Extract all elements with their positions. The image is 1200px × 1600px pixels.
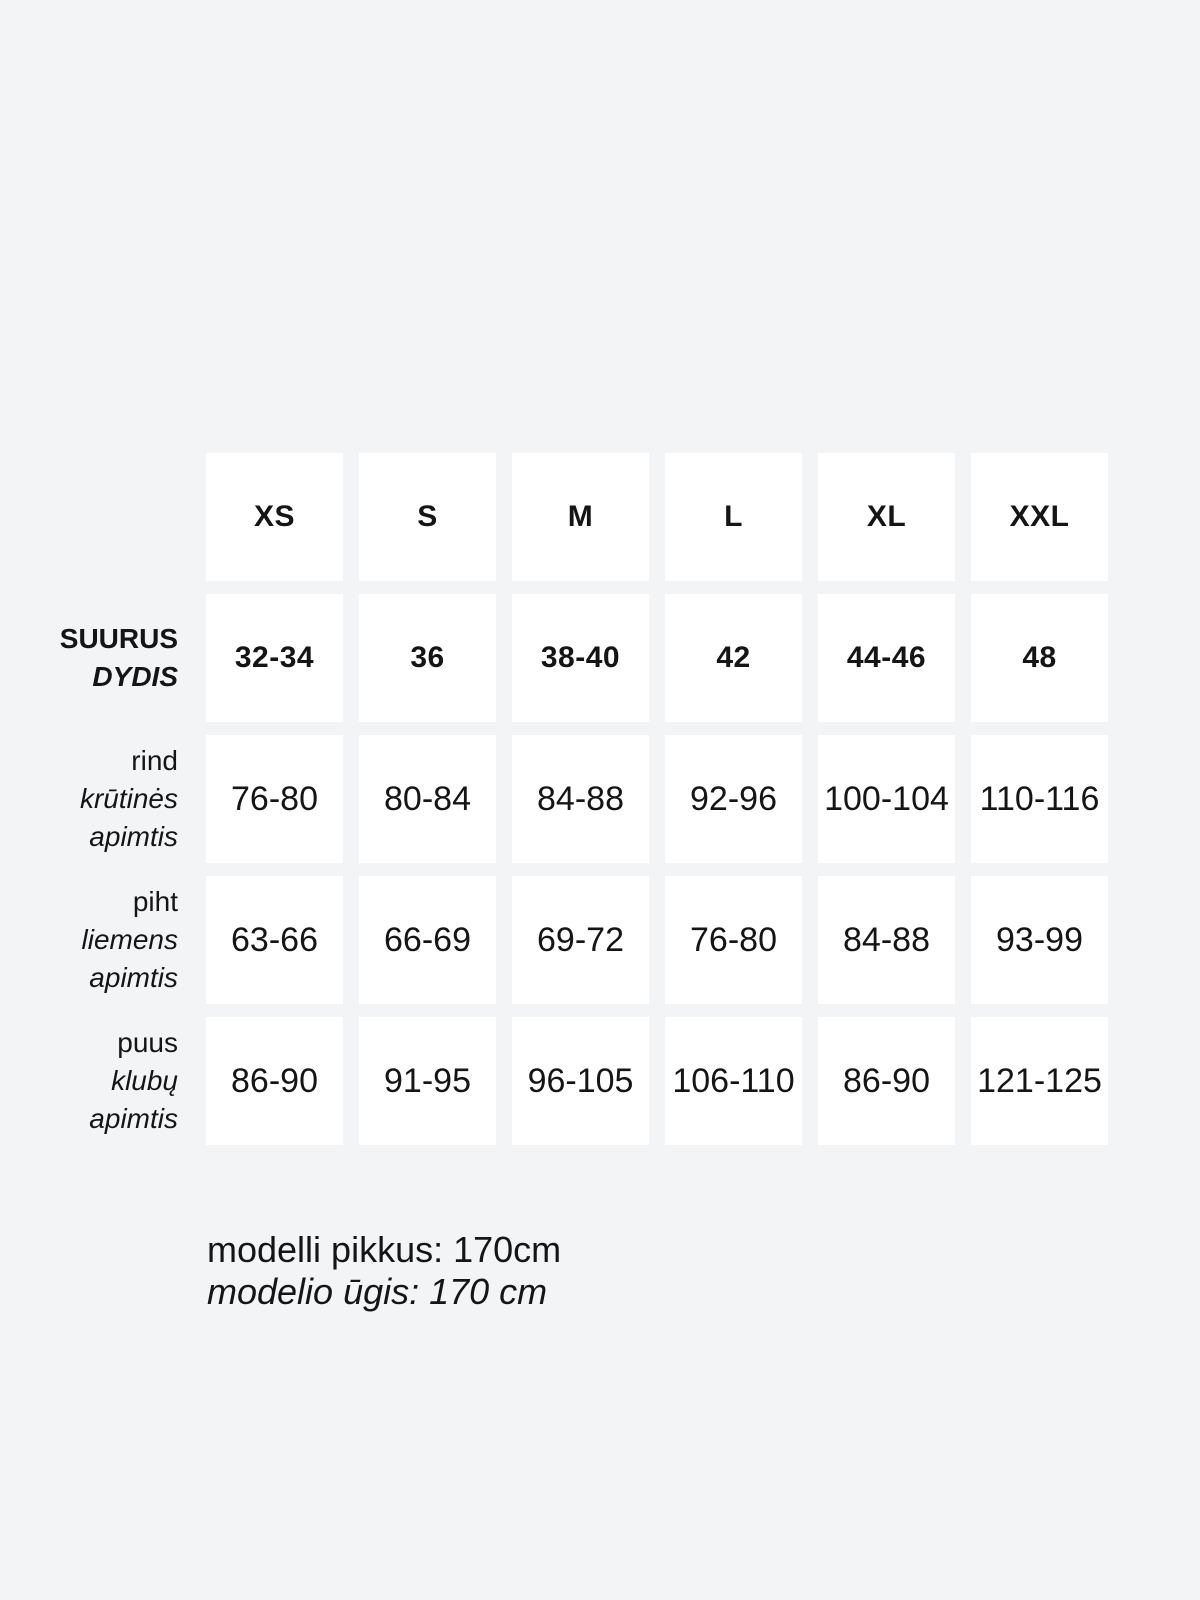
measurement-value: 76-80 [231,779,318,818]
measurement-value-cell [665,876,802,1004]
size-value-cell [665,594,802,722]
size-value-cell [512,594,649,722]
measurement-value: 121-125 [977,1061,1102,1100]
model-height-line-lt: modelio ūgis: 170 cm [207,1271,548,1312]
measurement-value-cell [818,735,955,863]
row-label-line-lt: krūtinės [79,783,178,814]
measurement-value-cell [359,735,496,863]
model-height-line-et: modelli pikkus: 170cm [207,1229,562,1270]
size-header-cell-xxl [971,453,1108,581]
measurement-value-cell [359,1017,496,1145]
measurement-value: 86-90 [231,1061,318,1100]
row-label-suurus-dydis [0,594,190,722]
size-chart-table [0,453,1108,1145]
measurement-value-cell [359,876,496,1004]
measurement-value-cell [971,1017,1108,1145]
size-value: 44-46 [846,641,927,674]
size-value: 48 [1022,641,1057,674]
measurement-value-cell [512,1017,649,1145]
measurement-value-cell [512,735,649,863]
size-value-cell [818,594,955,722]
measurement-value: 69-72 [537,920,624,959]
measurement-value-cell [971,735,1108,863]
size-header-cell-m [512,453,649,581]
measurement-value: 76-80 [690,920,777,959]
size-header-cell-xl [818,453,955,581]
row-label-line-lt: klubų [111,1065,178,1096]
measurement-value: 96-105 [527,1061,634,1100]
measurement-value-cell [665,735,802,863]
measurement-value: 80-84 [384,779,471,818]
size-header-cell-s [359,453,496,581]
size-value: 36 [410,641,445,674]
size-value: 32-34 [234,641,315,674]
measurement-value: 100-104 [824,779,949,818]
row-label-line-et: piht [132,886,178,917]
row-label-line-et: rind [131,745,178,776]
row-label-line-lt: DYDIS [92,661,178,692]
size-header-cell-l [665,453,802,581]
measurement-value-cell [206,735,343,863]
size-header-cell-xs [206,453,343,581]
row-label-line-lt: apimtis [89,821,178,852]
measurement-value: 91-95 [384,1061,471,1100]
measurement-value-cell [818,876,955,1004]
size-header-label: XXL [1009,500,1070,533]
measurement-value: 86-90 [843,1061,930,1100]
measurement-value: 63-66 [231,920,318,959]
row-label-waist [0,876,190,1004]
size-value: 42 [716,641,751,674]
row-label-line-lt: apimtis [89,1103,178,1134]
size-header-label: XS [253,500,296,533]
measurement-value: 93-99 [996,920,1083,959]
measurement-value: 92-96 [690,779,777,818]
model-height-note [207,1229,561,1313]
size-value-cell [206,594,343,722]
row-label-hip [0,1017,190,1145]
measurement-value-cell [818,1017,955,1145]
measurement-value-cell [971,876,1108,1004]
size-header-label: XL [866,500,907,533]
measurement-value: 84-88 [843,920,930,959]
measurement-value-cell [206,1017,343,1145]
row-label-line-lt: liemens [81,924,178,955]
row-label-line-et: SUURUS [59,623,178,654]
measurement-value-cell [512,876,649,1004]
size-header-label: M [567,500,594,533]
header-row-label-spacer [0,453,190,581]
measurement-value-cell [665,1017,802,1145]
size-header-label: L [724,500,743,533]
size-value-cell [971,594,1108,722]
measurement-value-cell [206,876,343,1004]
measurement-value: 106-110 [672,1061,795,1100]
measurement-value: 110-116 [979,779,1100,818]
row-label-line-et: puus [117,1027,178,1058]
size-value: 38-40 [540,641,621,674]
row-label-line-lt: apimtis [89,962,178,993]
size-value-cell [359,594,496,722]
measurement-value: 84-88 [537,779,624,818]
size-header-label: S [417,500,438,533]
measurement-value: 66-69 [384,920,471,959]
row-label-chest [0,735,190,863]
